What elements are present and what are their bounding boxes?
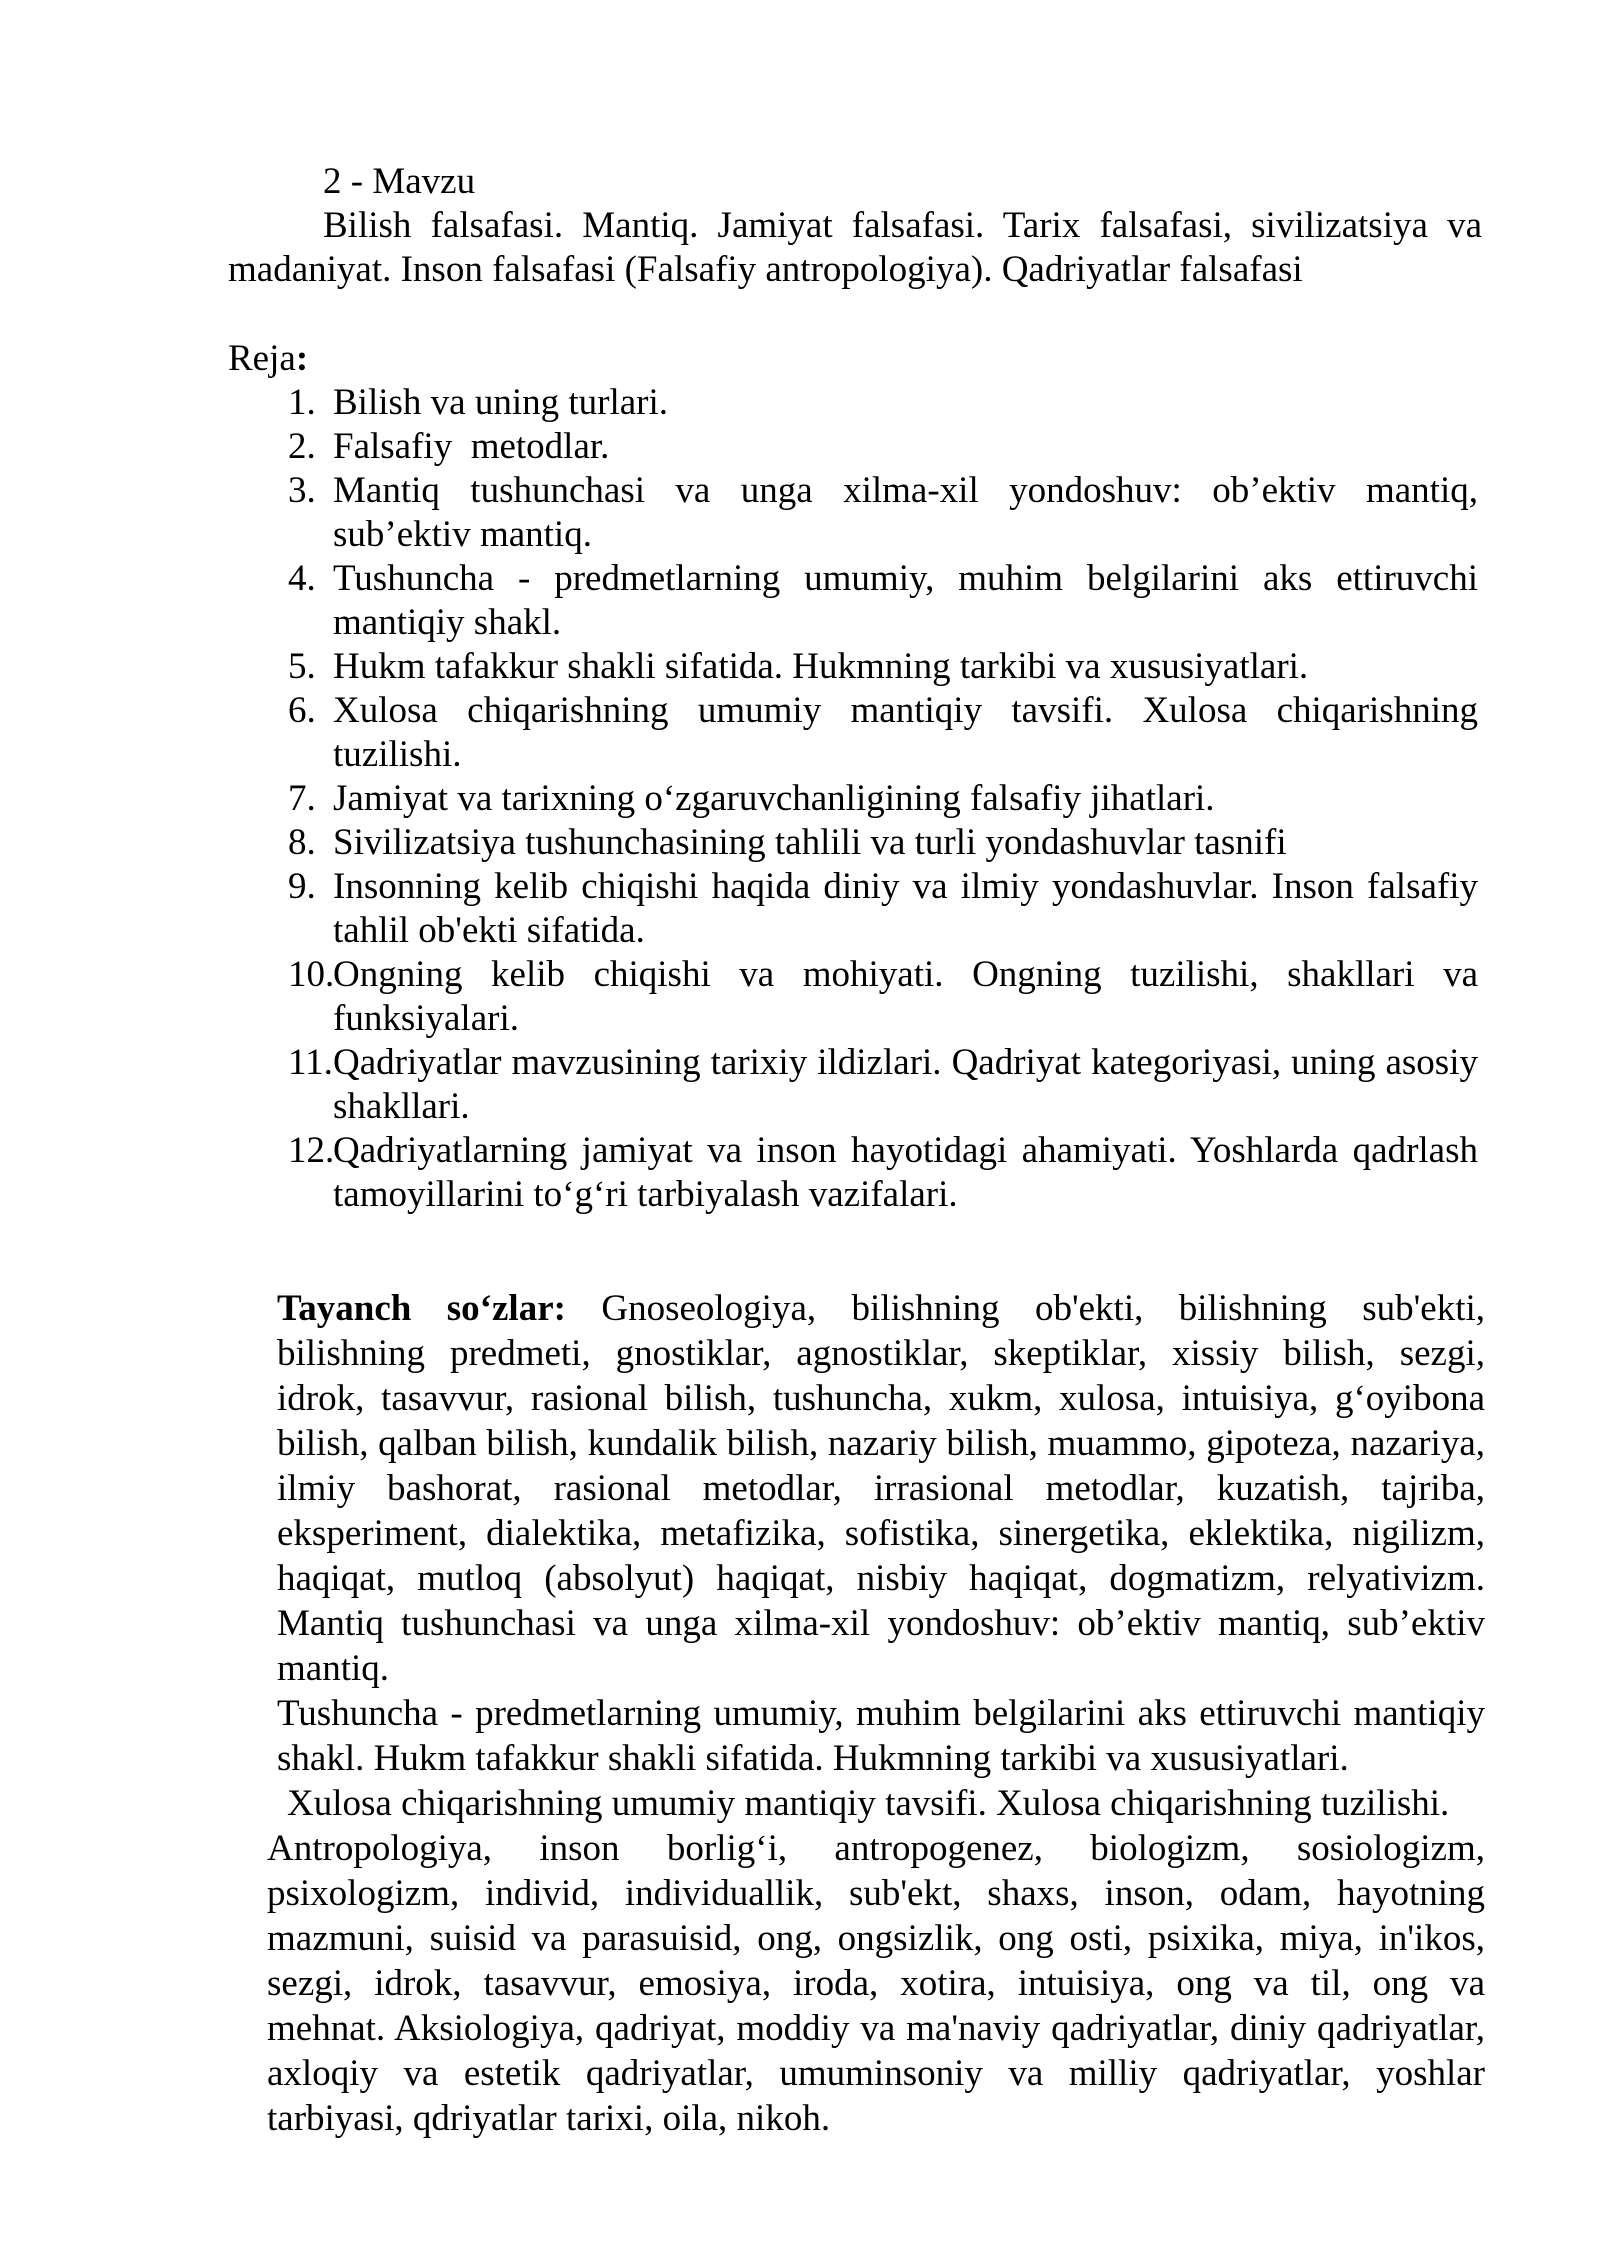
text-line: mantiqiy shakl. (333, 602, 562, 643)
plan-list-item (228, 469, 1478, 557)
keywords-block (267, 1286, 1486, 2141)
list-item-number: 10. (288, 954, 335, 995)
text-line: tamoyillarini toʻgʻri tarbiyalash vazifalari. (333, 1174, 958, 1215)
text-line: mazmuni, suisid va parasuisid, ong, ongsizlik, ong osti, psixika, miya, in'ikos, (267, 1918, 1485, 1959)
plan-list-item (228, 1041, 1478, 1129)
text-line: sub’ektiv mantiq. (333, 514, 592, 555)
list-item-number: 3. (288, 470, 316, 511)
list-item-number: 2. (288, 426, 316, 467)
list-item-number: 12. (288, 1130, 335, 1171)
list-item-number: 4. (288, 558, 316, 599)
text-line: funksiyalari. (333, 998, 519, 1039)
text-line: Sivilizatsiya tushunchasining tahlili va turli yondashuvlar tasnifi (333, 822, 1287, 863)
keywords-lead-rest: Gnoseologiya, bilishning ob'ekti, bilishning sub'ekti, (601, 1288, 1486, 1329)
text-line: Qadriyatlarning jamiyat va inson hayotidagi ahamiyati. Yoshlarda qadrlash (333, 1130, 1478, 1171)
text-line: sezgi, idrok, tasavvur, emosiya, iroda, xotira, intuisiya, ong va til, ong va (267, 1963, 1485, 2004)
text-line: haqiqat, mutloq (absolyut) haqiqat, nisbiy haqiqat, dogmatizm, relyativizm. (277, 1558, 1485, 1599)
text-line: Jamiyat va tarixning oʻzgaruvchanligining falsafiy jihatlari. (333, 778, 1215, 819)
list-item-number: 1. (288, 382, 316, 423)
reja-label: Reja (228, 338, 296, 379)
plan-list-item (228, 777, 1478, 821)
text-line: Xulosa chiqarishning umumiy mantiqiy tavsifi. Xulosa chiqarishning (333, 690, 1478, 731)
text-line: shakl. Hukm tafakkur shakli sifatida. Hukmning tarkibi va xususiyatlari. (277, 1738, 1349, 1779)
text-line: Tushuncha - predmetlarning umumiy, muhim belgilarini aks ettiruvchi mantiqiy (277, 1693, 1485, 1734)
text-line: bilishning predmeti, gnostiklar, agnostiklar, skeptiklar, xissiy bilish, sezgi, (277, 1333, 1485, 1374)
text-line: 2 - Mavzu (323, 161, 476, 202)
text-line: ilmiy bashorat, rasional metodlar, irrasional metodlar, kuzatish, tajriba, (277, 1468, 1485, 1509)
text-line: idrok, tasavvur, rasional bilish, tushuncha, xukm, xulosa, intuisiya, gʻoyibona (277, 1378, 1485, 1419)
text-line: Bilish falsafasi. Mantiq. Jamiyat falsafasi. Tarix falsafasi, sivilizatsiya va (323, 205, 1482, 246)
keywords-lead-label: Tayanch soʻzlar: (277, 1288, 566, 1329)
plan-list-item (228, 821, 1478, 865)
list-item-number: 8. (288, 822, 316, 863)
plan-list-item (228, 645, 1478, 689)
keywords-lead-line (277, 1286, 1485, 1331)
list-item-number: 9. (288, 866, 316, 907)
text-line: Mantiq tushunchasi va unga xilma-xil yondoshuv: ob’ektiv mantiq, sub’ektiv (277, 1603, 1485, 1644)
text-line: madaniyat. Inson falsafasi (Falsafiy antropologiya). Qadriyatlar falsafasi (228, 249, 1303, 290)
plan-list-item (228, 689, 1478, 777)
list-item-number: 7. (288, 778, 316, 819)
list-item-number: 11. (288, 1042, 333, 1083)
text-line: shakllari. (333, 1086, 470, 1127)
text-line: tahlil ob'ekti sifatida. (333, 910, 645, 951)
plan-list-item (228, 953, 1478, 1041)
list-item-number: 5. (288, 646, 316, 687)
text-line: mantiq. (277, 1648, 390, 1689)
text-line: Xulosa chiqarishning umumiy mantiqiy tavsifi. Xulosa chiqarishning tuzilishi. (287, 1783, 1450, 1824)
text-line: eksperiment, dialektika, metafizika, sofistika, sinergetika, eklektika, nigilizm, (277, 1513, 1485, 1554)
text-line: tuzilishi. (333, 734, 462, 775)
text-line: Falsafiy metodlar. (333, 426, 610, 467)
text-line: Hukm tafakkur shakli sifatida. Hukmning tarkibi va xususiyatlari. (333, 646, 1309, 687)
text-line: tarbiyasi, qdriyatlar tarixi, oila, nikoh. (267, 2098, 831, 2139)
plan-list-item (228, 425, 1478, 469)
text-line: bilish, qalban bilish, kundalik bilish, nazariy bilish, muammo, gipoteza, nazariya, (277, 1423, 1485, 1464)
plan-list (228, 381, 1478, 1217)
text-line: axloqiy va estetik qadriyatlar, umuminsoniy va milliy qadriyatlar, yoshlar (267, 2053, 1485, 2094)
text-line: Qadriyatlar mavzusining tarixiy ildizlari. Qadriyat kategoriyasi, uning asosiy (333, 1042, 1478, 1083)
text-line: Tushuncha - predmetlarning umumiy, muhim belgilarini aks ettiruvchi (333, 558, 1478, 599)
text-line: mehnat. Aksiologiya, qadriyat, moddiy va ma'naviy qadriyatlar, diniy qadriyatlar, (267, 2008, 1485, 2049)
list-item-number: 6. (288, 690, 316, 731)
text-line: psixologizm, individ, individuallik, sub'ekt, shaxs, inson, odam, hayotning (267, 1873, 1485, 1914)
text-line: Antropologiya, inson borligʻi, antropogenez, biologizm, sosiologizm, (267, 1828, 1485, 1869)
text-line: Insonning kelib chiqishi haqida diniy va ilmiy yondashuvlar. Inson falsafiy (333, 866, 1478, 907)
plan-list-item (228, 865, 1478, 953)
plan-list-item (228, 557, 1478, 645)
text-line: Bilish va uning turlari. (333, 382, 669, 423)
reja-heading (228, 337, 1600, 381)
plan-list-item (228, 1129, 1478, 1217)
text-line: Mantiq tushunchasi va unga xilma-xil yondoshuv: ob’ektiv mantiq, (333, 470, 1478, 511)
plan-list-item (228, 381, 1478, 425)
title-block (228, 0, 1482, 292)
reja-colon: : (295, 338, 309, 379)
text-line: Ongning kelib chiqishi va mohiyati. Ongning tuzilishi, shakllari va (333, 954, 1478, 995)
